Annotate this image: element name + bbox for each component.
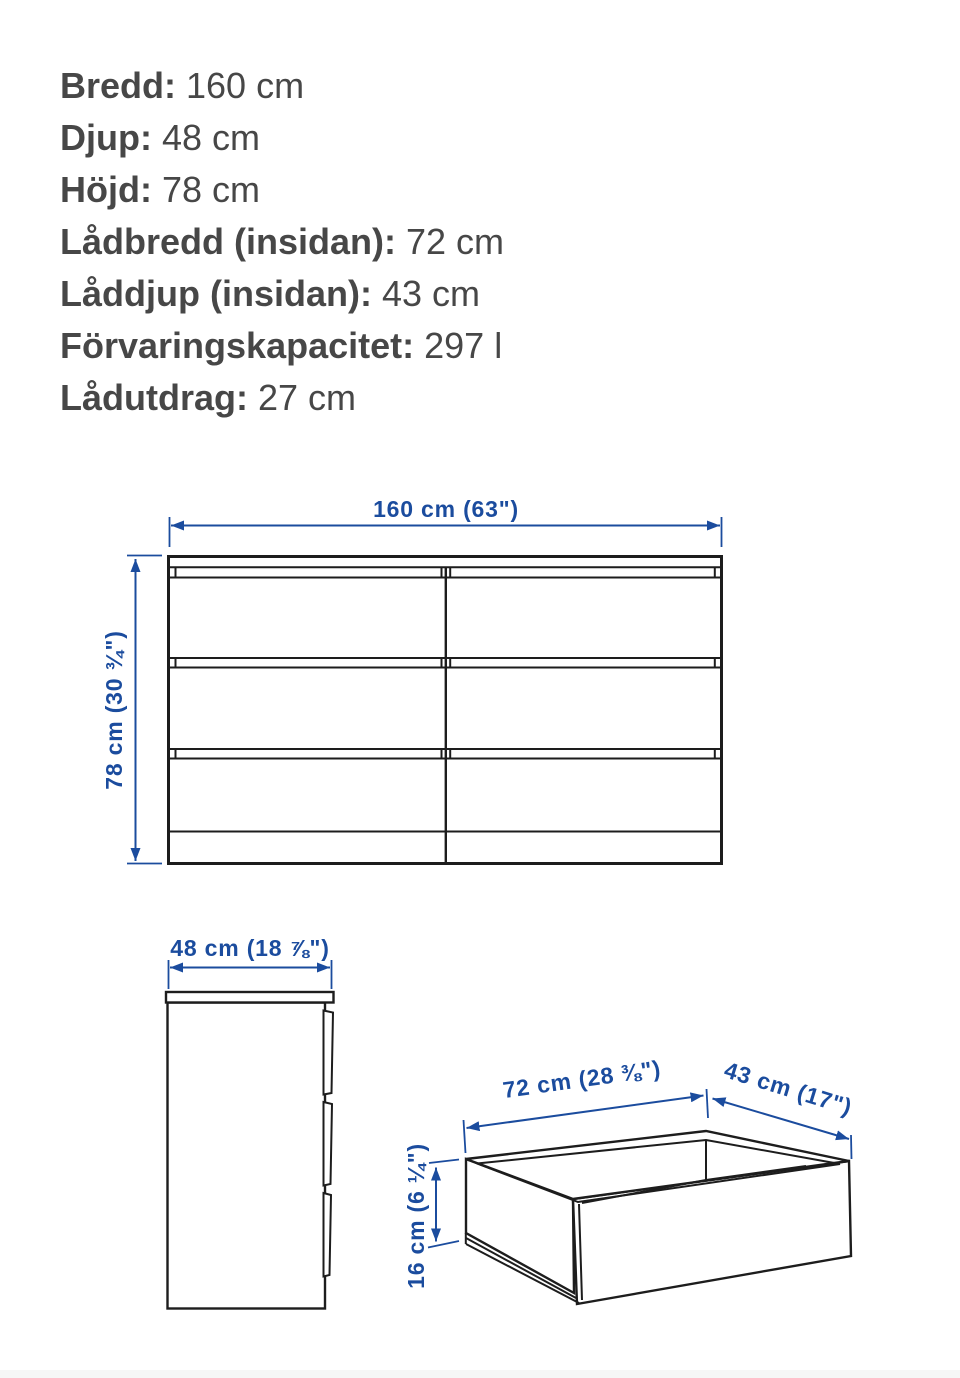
spec-value: 27 cm [257, 377, 357, 418]
spec-value: 78 cm [161, 169, 261, 210]
front-height-dimension [101, 556, 162, 864]
front-view-diagram [101, 496, 722, 864]
dimension-arrow-line [467, 1096, 704, 1129]
spec-label: Förvaringskapacitet: [60, 325, 415, 366]
side-view-diagram [166, 935, 334, 1309]
spec-value: 297 l [424, 325, 503, 366]
spec-value: 43 cm [381, 273, 481, 314]
spec-label: Lådbredd (insidan): [60, 221, 396, 262]
spec-label: Lådutdrag: [60, 377, 248, 418]
drawer-height-label: 16 cm (6 ¼") [403, 1143, 429, 1289]
extension-tick [707, 1089, 709, 1118]
spec-label: Djup: [60, 117, 152, 158]
section-bottom-divider [0, 1370, 960, 1378]
drawer-width-label: 72 cm (28 ⅜") [501, 1055, 663, 1104]
extension-line [428, 1241, 459, 1248]
side-body-outline [168, 1003, 326, 1309]
side-depth-label: 48 cm (18 ⅞") [170, 935, 330, 961]
extension-line [851, 1135, 852, 1159]
side-drawer-front-3 [324, 1193, 332, 1277]
spec-value: 160 cm [186, 65, 305, 106]
spec-label: Låddjup (insidan): [60, 273, 372, 314]
extension-line [464, 1120, 466, 1153]
front-width-label: 160 cm (63") [373, 496, 519, 522]
spec-label: Höjd: [60, 169, 152, 210]
side-drawer-front-1 [324, 1011, 334, 1095]
extension-line [429, 1160, 459, 1164]
drawer-view-diagram [403, 1055, 855, 1304]
drawer-height-dimension [403, 1143, 459, 1289]
side-depth-dimension [169, 935, 332, 989]
side-drawer-front-2 [324, 1102, 333, 1186]
front-height-label: 78 cm (30 ¾") [101, 630, 127, 790]
side-top-panel [166, 992, 334, 1003]
spec-value: 48 cm [161, 117, 261, 158]
front-width-dimension [170, 496, 722, 547]
drawer-depth-label: 43 cm (17") [721, 1056, 856, 1121]
spec-value: 72 cm [406, 221, 505, 262]
spec-label: Bredd: [60, 65, 176, 106]
